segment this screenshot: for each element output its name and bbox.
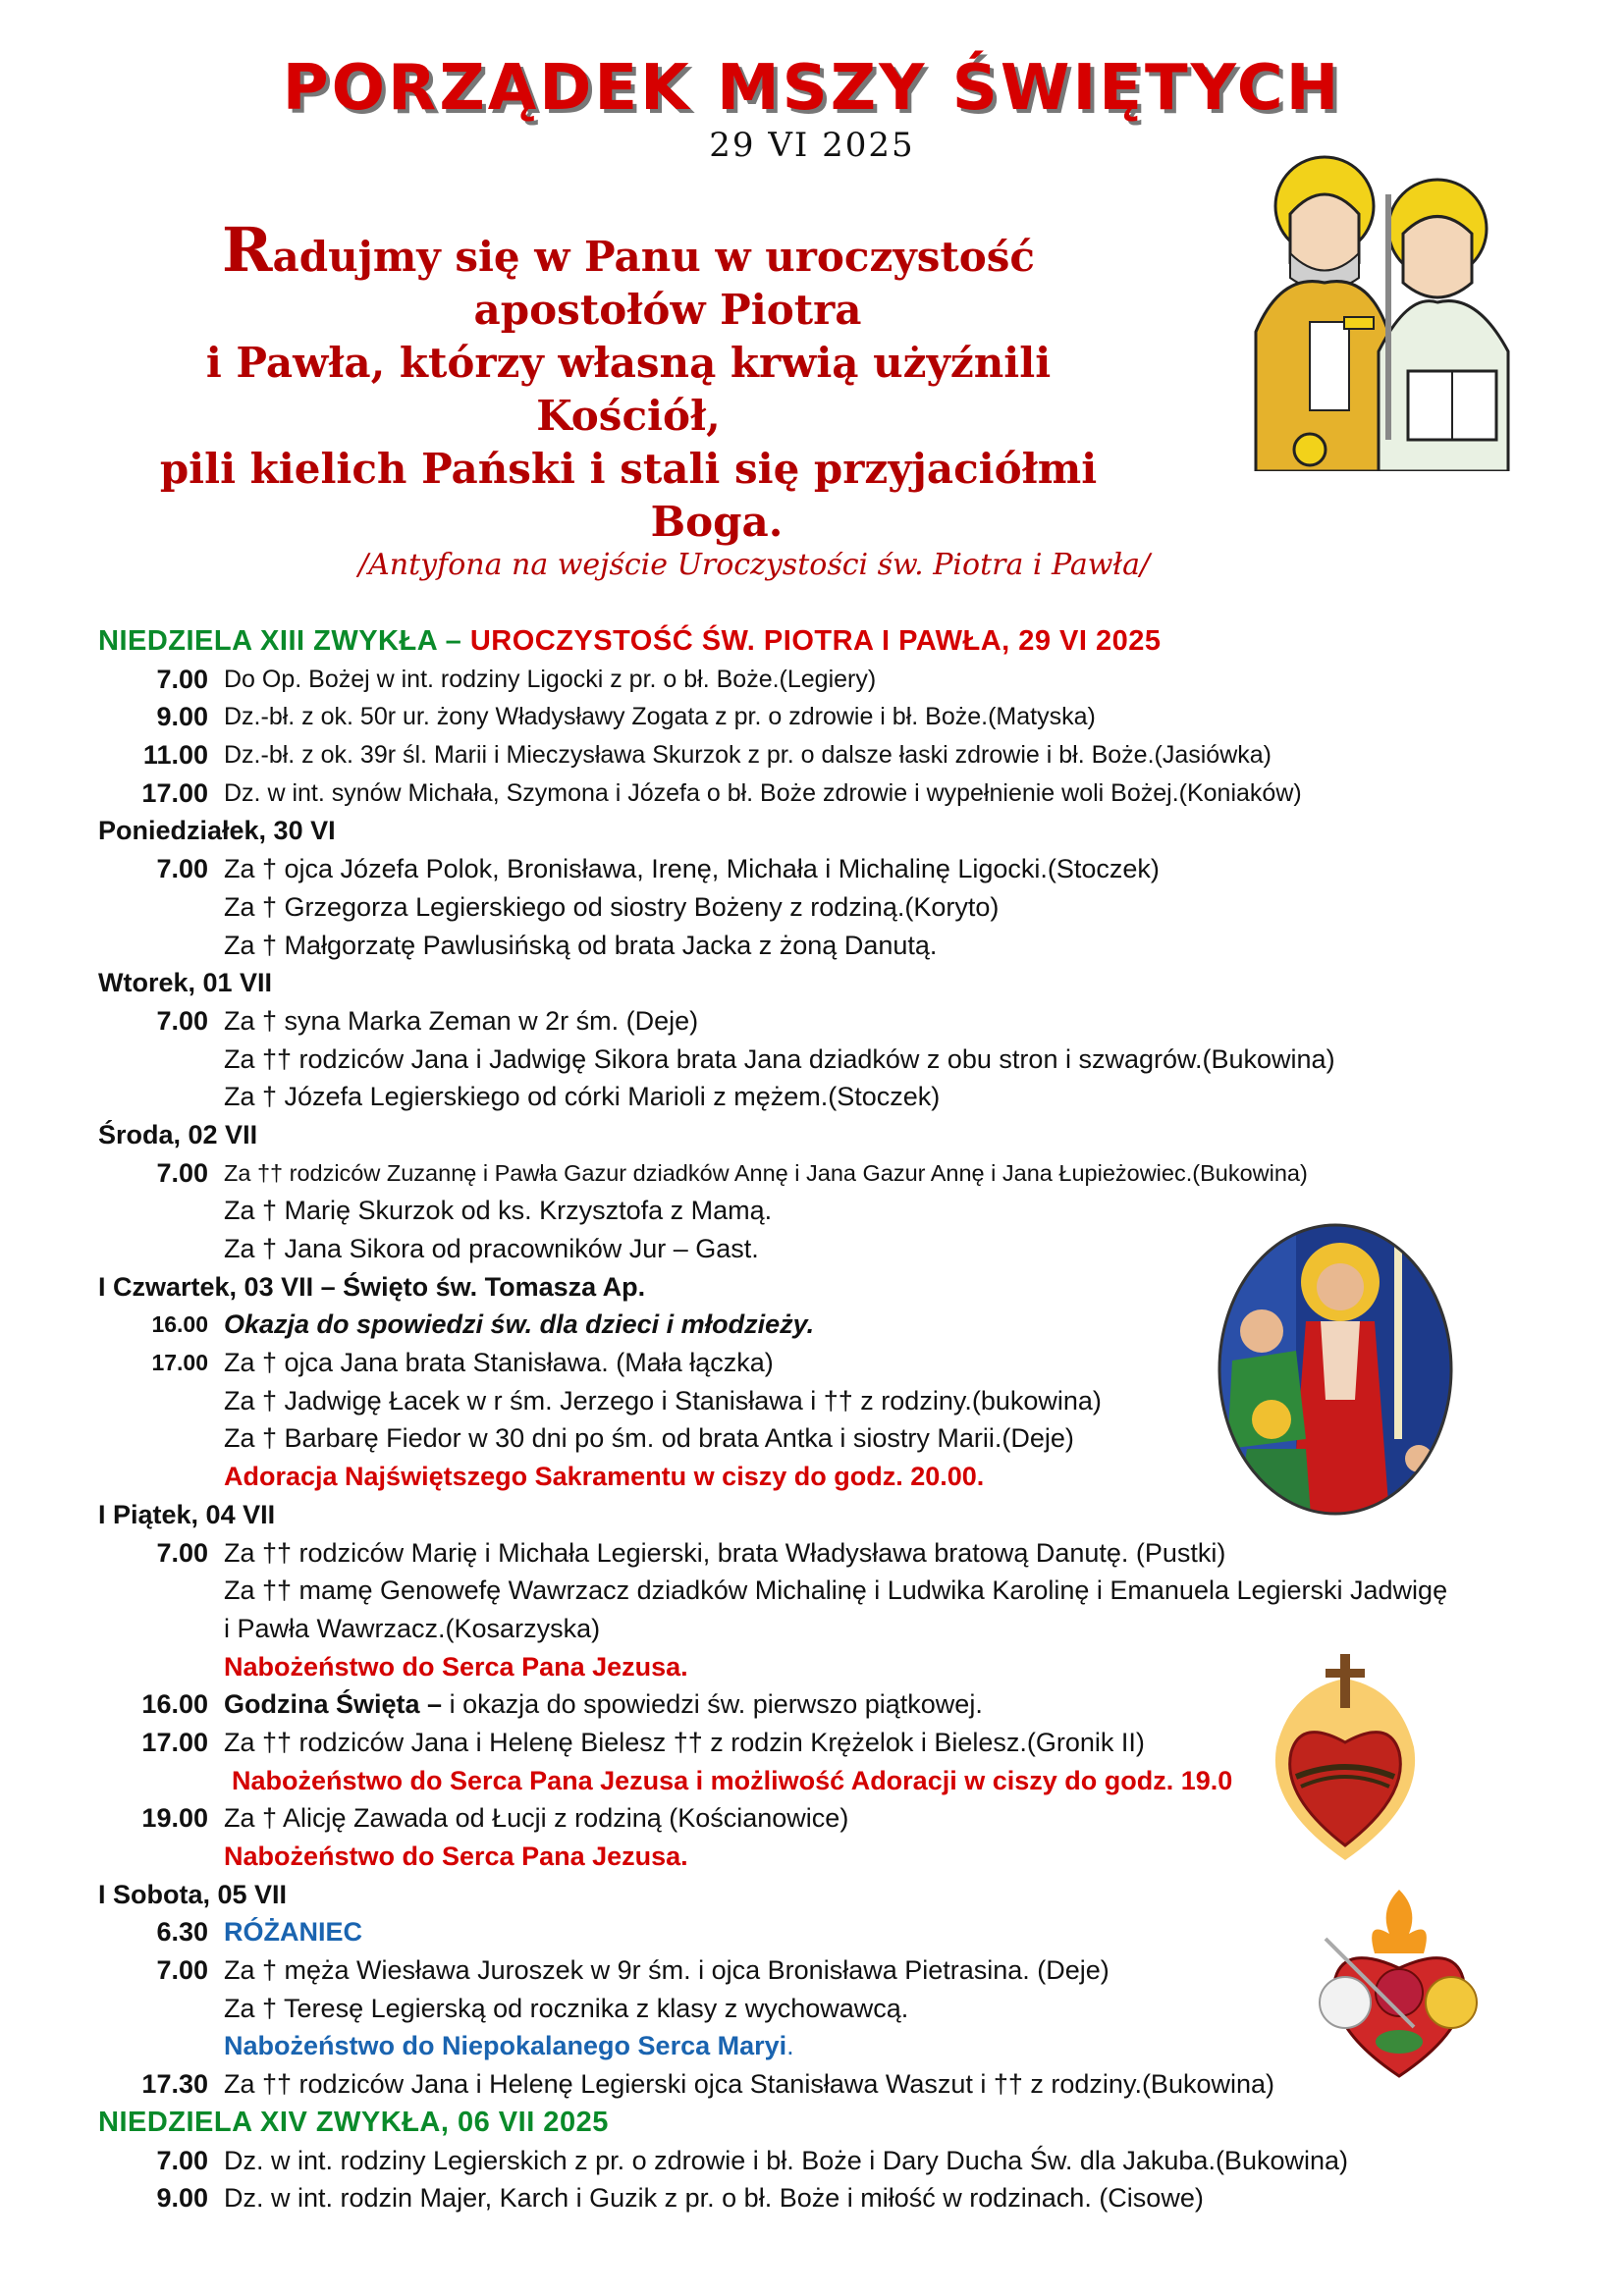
friday-heading: I Piątek, 04 VII	[98, 1499, 276, 1529]
adoration-note: Adoracja Najświętszego Sakramentu w ciszy do godz. 20.00.	[224, 1462, 985, 1492]
quote-initial: R	[222, 214, 273, 286]
mass-entry: Za † Józefa Legierskiego od córki Marioli z mężem.(Stoczek)	[224, 1082, 941, 1112]
wednesday-heading: Środa, 02 VII	[98, 1119, 258, 1149]
mass-entry: 17.30 Za †† rodziców Jana i Helenę Legierski ojca Stanisława Waszut i †† z rodziny.(Bukowina)	[141, 2069, 1274, 2100]
mass-entry: 7.00 Za † syna Marka Zeman w 2r śm. (Deje)	[156, 1005, 699, 1036]
saturday-heading: I Sobota, 05 VII	[98, 1879, 288, 1909]
tuesday-heading: Wtorek, 01 VII	[98, 968, 273, 998]
mass-entry: 17.00 Za † ojca Jana brata Stanisława. (Mała łączka)	[151, 1348, 774, 1378]
quote-line-2: apostołów Piotra	[473, 286, 862, 334]
mass-entry: 7.00 Za † ojca Józefa Polok, Bronisława, Irenę, Michała i Michalinę Ligocki.(Stoczek)	[156, 854, 1160, 884]
mass-entry: 7.00 Za † męża Wiesława Juroszek w 9r śm. i ojca Bronisława Pietrasina. (Deje)	[156, 1955, 1110, 1986]
quote-line-5: pili kielich Pański i stali się przyjaciółmi	[159, 445, 1098, 493]
mass-entry: 9.00 Dz.-bł. z ok. 50r ur. żony Władysławy Zogata z pr. o zdrowie i bł. Boże.(Matyska)	[156, 702, 1096, 732]
devotion-note: Nabożeństwo do Serca Pana Jezusa i możliwość Adoracji w ciszy do godz. 19.0	[232, 1765, 1233, 1795]
mass-entry: Za † Teresę Legierską od rocznika z klasy z wychowawcą.	[224, 1993, 909, 2023]
monday-heading: Poniedziałek, 30 VI	[98, 816, 336, 846]
quote-line-6: Boga.	[650, 498, 784, 546]
mass-entry: 11.00 Dz.-bł. z ok. 39r śl. Marii i Mieczysława Skurzok z pr. o dalsze łaski zdrowie i bł. Boże.(Jasiówka)	[142, 740, 1272, 771]
mass-schedule	[98, 622, 1532, 2217]
mass-entry: 9.00 Dz. w int. rodzin Majer, Karch i Guzik z pr. o bł. Boże i miłość w rodzinach. (Cisowe)	[156, 2183, 1204, 2214]
mass-entry: 7.00 Za †† rodziców Marię i Michała Legierski, brata Władysława bratową Danutę. (Pustki)	[156, 1537, 1226, 1568]
quote-line-1: Radujmy się w Panu w uroczystość	[222, 214, 1035, 286]
mass-entry: 7.00 Do Op. Bożej w int. rodziny Ligocki z pr. o bł. Boże.(Legiery)	[156, 664, 877, 694]
mass-entry: 7.00 Dz. w int. rodziny Legierskich z pr. o zdrowie i bł. Boże i Dary Ducha Św. dla Jakuba.(Bukowina)	[156, 2145, 1348, 2175]
mass-entry: Za †† rodziców Jana i Jadwigę Sikora brata Jana dziadków z obu stron i szwagrów.(Bukowina)	[224, 1043, 1335, 1074]
devotion-note: Nabożeństwo do Serca Pana Jezusa.	[224, 1651, 688, 1682]
rosary-entry: 6.30 RÓŻANIEC	[156, 1917, 362, 1948]
mass-entry: 7.00 Za †† rodziców Zuzannę i Pawła Gazur dziadków Annę i Jana Gazur Annę i Jana Łupieżowiec.(Bukowina)	[156, 1157, 1308, 1188]
quote-source: /Antyfona na wejście Uroczystości św. Piotra i Pawła/	[358, 548, 1151, 582]
mass-entry: Za † Barbarę Fiedor w 30 dni po śm. od brata Antka i siostry Marii.(Deje)	[224, 1423, 1074, 1454]
mass-entry: Za †† mamę Genowefę Wawrzacz dziadków Michalinę i Ludwika Karolinę i Emanuela Legierski Jadwigę	[224, 1575, 1448, 1606]
antiphon-quote	[137, 214, 1119, 549]
quote-line-4: Kościół,	[536, 392, 721, 440]
sunday-2-heading: NIEDZIELA XIV ZWYKŁA, 06 VII 2025	[98, 2106, 609, 2138]
page-title: PORZĄDEK MSZY ŚWIĘTYCH	[282, 52, 1342, 125]
devotion-note: Nabożeństwo do Serca Pana Jezusa.	[224, 1842, 688, 1871]
devotion-note: Nabożeństwo do Niepokalanego Serca Maryi.	[224, 2031, 794, 2061]
mass-entry: 17.00 Dz. w int. synów Michała, Szymona i Józefa o bł. Boże zdrowie i wypełnienie woli Bożej.(Koniaków)	[141, 777, 1302, 808]
mass-entry: Za † Małgorzatę Pawlusińską od brata Jacka z żoną Danutą.	[224, 930, 938, 960]
confession-entry: 16.00 Okazja do spowiedzi św. dla dzieci i młodzieży.	[151, 1309, 815, 1340]
mass-entry: Za † Jana Sikora od pracowników Jur – Gast.	[224, 1234, 759, 1263]
sunday-1-heading: NIEDZIELA XIII ZWYKŁA – UROCZYSTOŚĆ ŚW. PIOTRA I PAWŁA, 29 VI 2025	[98, 625, 1162, 657]
mass-entry: Za † Marię Skurzok od ks. Krzysztofa z Mamą.	[224, 1196, 773, 1226]
mass-entry: Za † Jadwigę Łacek w r śm. Jerzego i Stanisława i †† z rodziny.(bukowina)	[224, 1385, 1102, 1415]
page-date: 29 VI 2025	[709, 126, 915, 165]
thursday-heading: I Czwartek, 03 VII – Święto św. Tomasza Ap.	[98, 1271, 646, 1302]
mass-entry: 17.00 Za †† rodziców Jana i Helenę Bielesz †† z rodzin Krężelok i Bielesz.(Gronik II)	[141, 1727, 1145, 1757]
quote-line-3: i Pawła, którzy własną krwią użyźnili	[205, 339, 1052, 387]
mass-entry: i Pawła Wawrzacz.(Kosarzyska)	[224, 1613, 601, 1643]
saints-peter-paul-icon	[1251, 155, 1516, 471]
mass-entry: 19.00 Za † Alicję Zawada od Łucji z rodziną (Kościanowice)	[141, 1803, 849, 1834]
mass-entry: Za † Grzegorza Legierskiego od siostry Bożeny z rodziną.(Koryto)	[224, 891, 1000, 922]
holy-hour-entry: 16.00 Godzina Święta – i okazja do spowiedzi św. pierwszo piątkowej.	[141, 1689, 983, 1720]
